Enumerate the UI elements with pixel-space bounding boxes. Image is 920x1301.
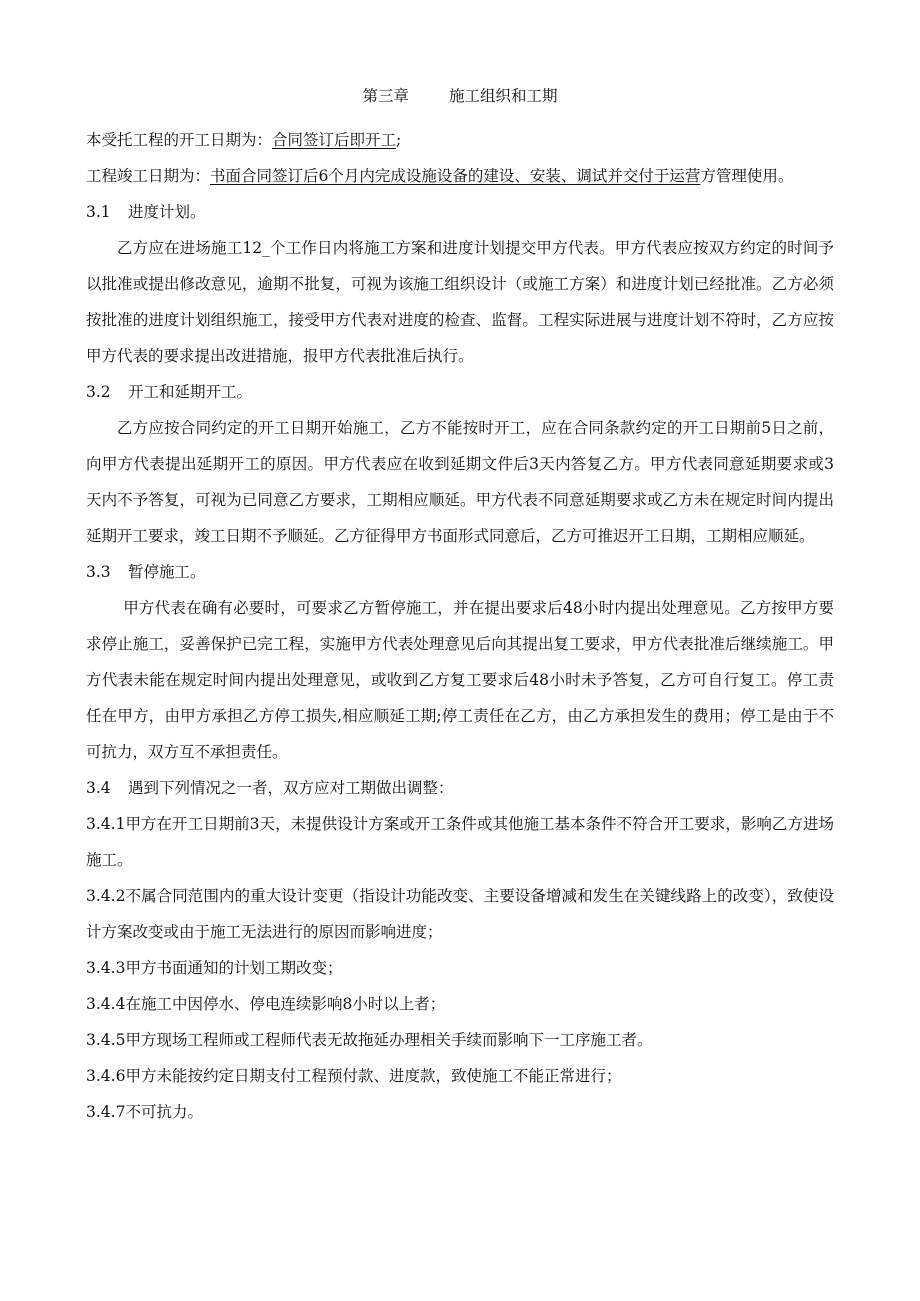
chapter-title: 施工组织和工期: [449, 87, 558, 105]
completion-date-value: 书面合同签订后6个月内完成设施设备的建设、安装、调试并交付于运营: [210, 167, 701, 185]
section-number: 3.3: [86, 563, 111, 581]
section-3-4-heading: [86, 770, 834, 806]
body-text: 乙方应在进场施工: [117, 239, 243, 257]
chapter-heading: [86, 78, 834, 114]
list-item: 3.4.2不属合同范围内的重大设计变更（指设计功能改变、主要设备增减和发生在关键线路上的改变），致使设计方案改变或由于施工无法进行的原因而影响进度；: [86, 887, 834, 941]
section-title: 暂停施工。: [128, 563, 206, 581]
list-item: 3.4.1甲方在开工日期前3天，未提供设计方案或开工条件或其他施工基本条件不符合开工要求，影响乙方进场施工。: [86, 815, 834, 869]
section-title: 进度计划。: [128, 203, 206, 221]
section-3-3-body: 甲方代表在确有必要时，可要求乙方暂停施工，并在提出要求后48小时内提出处理意见。乙方按甲方要求停止施工，妥善保护已完工程，实施甲方代表处理意见后向其提出复工要求，甲方代表批准后继续施工。甲方代表未能在规定时间内提出处理意见，或收到乙方复工要求后48小时未予答复，乙方可自行复工。停工责任在甲方，由甲方承担乙方停工损失,相应顺延工期;停工责任在乙方，由乙方承担发生的费用；停工是由于不可抗力，双方互不承担责任。: [86, 599, 834, 761]
workday-count: 12_: [242, 239, 270, 257]
completion-date-line: [86, 158, 834, 194]
section-number: 3.4: [86, 779, 111, 797]
section-title: 开工和延期开工。: [128, 383, 253, 401]
section-3-1-body: [86, 230, 834, 374]
body-text: 个工作日内将施工方案和进度计划提交甲方代表。甲方代表应按双方约定的时间予以批准或提出修改意见，逾期不批复，可视为该施工组织设计（或施工方案）和进度计划已经批准。乙方必须按批准的进度计划组织施工，接受甲方代表对进度的检查、监督。工程实际进展与进度计划不符时，乙方应按甲方代表的要求提出改进措施，报甲方代表批准后执行。: [86, 239, 834, 365]
section-title: 遇到下列情况之一者，双方应对工期做出调整：: [128, 779, 454, 797]
section-3-2-body: 乙方应按合同约定的开工日期开始施工，乙方不能按时开工，应在合同条款约定的开工日期前5日之前，向甲方代表提出延期开工的原因。甲方代表应在收到延期文件后3天内答复乙方。甲方代表同意延期要求或3天内不予答复，可视为已同意乙方要求，工期相应顺延。甲方代表不同意延期要求或乙方未在规定时间内提出延期开工要求，竣工日期不予顺延。乙方征得甲方书面形式同意后，乙方可推迟开工日期，工期相应顺延。: [86, 419, 834, 545]
section-3-1-heading: [86, 194, 834, 230]
section-number: 3.2: [86, 383, 111, 401]
list-item: 3.4.5甲方现场工程师或工程师代表无故拖延办理相关手续而影响下一工序施工者。: [86, 1031, 653, 1049]
start-date-label: 本受托工程的开工日期为：: [86, 131, 273, 149]
start-date-line: [86, 122, 834, 158]
list-item: 3.4.3甲方书面通知的计划工期改变；: [86, 959, 343, 977]
start-date-value: 合同签订后即开工: [272, 131, 397, 149]
chapter-number: 第三章: [362, 87, 409, 105]
list-item: 3.4.7不可抗力。: [86, 1103, 203, 1121]
list-item: 3.4.6甲方未能按约定日期支付工程预付款、进度款，致使施工不能正常进行；: [86, 1067, 622, 1085]
start-date-tail: ;: [396, 131, 402, 149]
completion-date-label: 工程竣工日期为：: [86, 167, 211, 185]
list-item: 3.4.4在施工中因停水、停电连续影响8小时以上者；: [86, 995, 446, 1013]
section-3-2-heading: [86, 374, 834, 410]
section-3-3-heading: [86, 554, 834, 590]
section-number: 3.1: [86, 203, 111, 221]
completion-date-tail: 方管理使用。: [700, 167, 794, 185]
